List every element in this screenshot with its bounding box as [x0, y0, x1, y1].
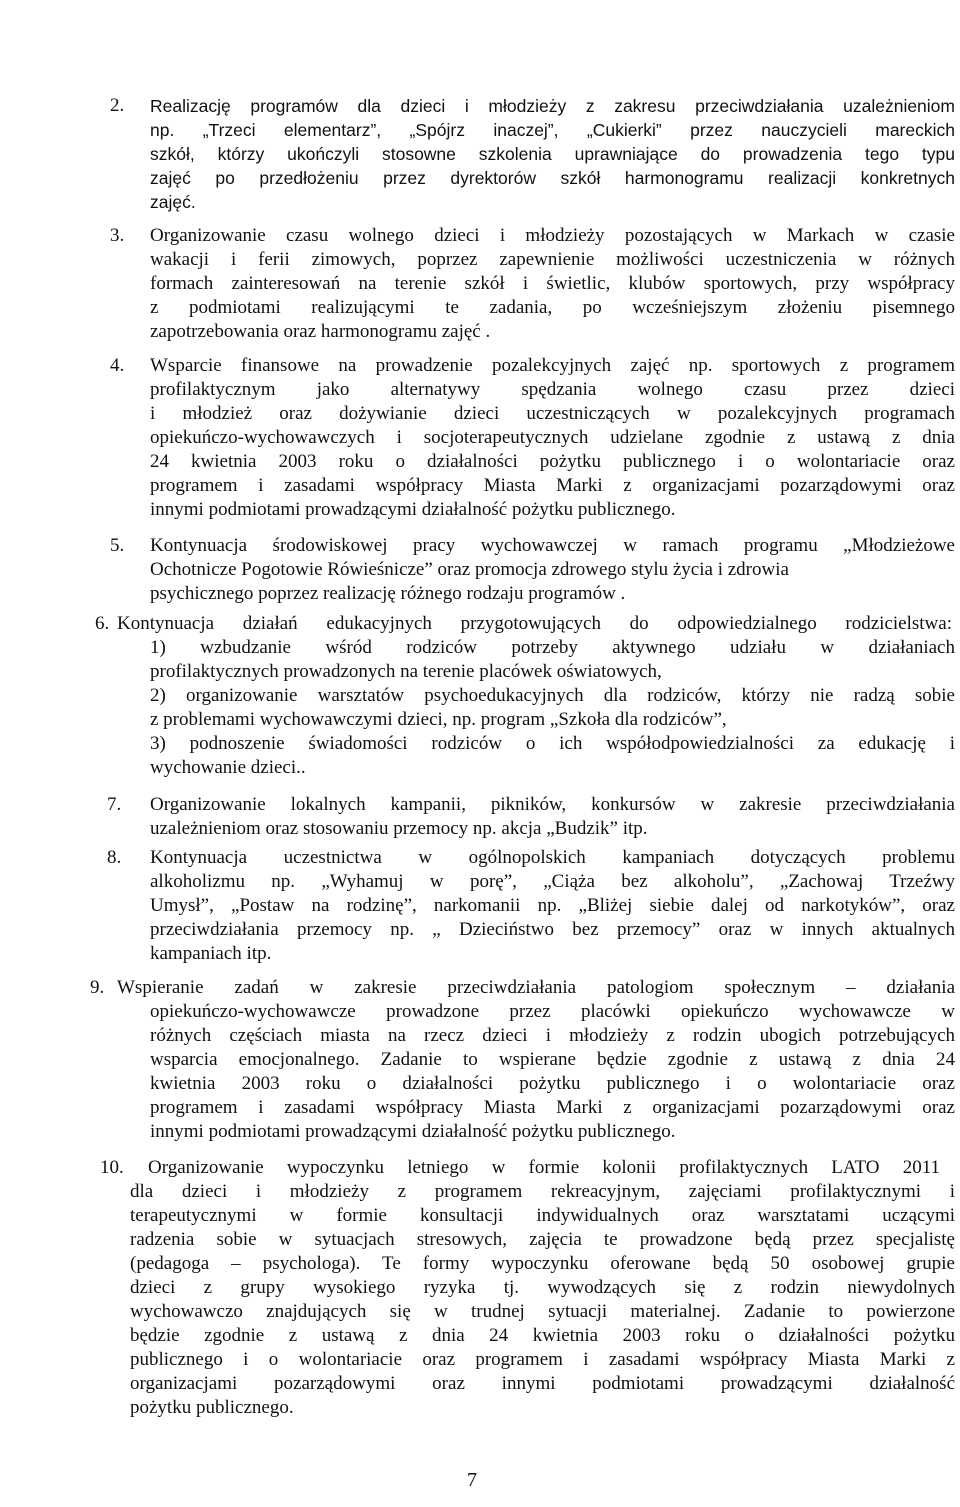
item-line: opiekuńczo-wychowawczych i socjoterapeutycznych udzielane zgodnie z ustawą z dnia	[150, 427, 955, 448]
item-number: 7.	[107, 794, 122, 815]
item-line: Kontynuacja środowiskowej pracy wychowawczej w ramach programu „Młodzieżowe	[150, 535, 955, 556]
item-line: formach zainteresowań na terenie szkół i świetlic, klubów sportowych, przy współpracy	[150, 273, 955, 294]
item-line: 24 kwietnia 2003 roku o działalności pożytku publicznego i o wolontariacie oraz	[150, 451, 955, 472]
item-line: kwietnia 2003 roku o działalności pożytku publicznego i o wolontariacie oraz	[150, 1073, 955, 1094]
item-line: Kontynuacja uczestnictwa w ogólnopolskich kampaniach dotyczących problemu	[150, 847, 955, 868]
item-line: uzależnieniom oraz stosowaniu przemocy np. akcja „Budzik” itp.	[150, 818, 648, 839]
item-line: dla dzieci i młodzieży z programem rekreacyjnym, zajęciami profilaktycznymi i	[130, 1181, 955, 1202]
item-line: 2) organizowanie warsztatów psychoedukacyjnych dla rodziców, którzy nie radzą sobie	[150, 685, 955, 706]
item-line: Umysł”, „Postaw na rodzinę”, narkomanii np. „Bliżej siebie dalej od narkotyków”, oraz	[150, 895, 955, 916]
item-line: 3) podnoszenie świadomości rodziców o ich współodpowiedzialności za edukację i	[150, 733, 955, 754]
item-line: wakacji i ferii zimowych, poprzez zapewnienie możliwości uczestniczenia w różnych	[150, 249, 955, 270]
item-line: radzenia sobie w sytuacjach stresowych, zajęcia te prowadzone będą przez specjalistę	[130, 1229, 955, 1250]
item-number: 8.	[107, 847, 122, 868]
item-number: 10.	[100, 1157, 124, 1178]
item-line: Organizowanie wypoczynku letniego w formie kolonii profilaktycznych LATO 2011	[148, 1157, 940, 1178]
item-number: 5.	[110, 535, 125, 556]
item-line: programem i zasadami współpracy Miasta Marki z organizacjami pozarządowymi oraz	[150, 1097, 955, 1118]
page-number: 7	[467, 1469, 477, 1491]
item-line: innymi podmiotami prowadzącymi działalność pożytku publicznego.	[150, 1121, 676, 1142]
item-line: Wspieranie zadań w zakresie przeciwdziałania patologiom społecznym – działania	[117, 977, 955, 998]
item-line: przeciwdziałania przemocy np. „ Dzieciństwo bez przemocy” oraz w innych aktualnych	[150, 919, 955, 940]
item-line: Organizowanie czasu wolnego dzieci i młodzieży pozostających w Markach w czasie	[150, 225, 955, 246]
item-line: wychowanie dzieci..	[150, 757, 306, 778]
item-line: psychicznego poprzez realizację różnego rodzaju programów .	[150, 583, 626, 604]
item-number: 9.	[90, 977, 105, 998]
item-line: zajęć po przedłożeniu przez dyrektorów szkół harmonogramu realizacji konkretnych	[150, 168, 955, 188]
item-line: publicznego i o wolontariacie oraz programem i zasadami współpracy Miasta Marki z	[130, 1349, 955, 1370]
item-line: organizacjami pozarządowymi oraz innymi podmiotami prowadzącymi działalność	[130, 1373, 955, 1394]
item-line: programem i zasadami współpracy Miasta Marki z organizacjami pozarządowymi oraz	[150, 475, 955, 496]
item-line: Realizację programów dla dzieci i młodzieży z zakresu przeciwdziałania uzależnieniom	[150, 96, 955, 116]
item-line: profilaktycznych prowadzonych na terenie placówek oświatowych,	[150, 661, 662, 682]
item-line: kampaniach itp.	[150, 943, 272, 964]
item-line: opiekuńczo-wychowawcze prowadzone przez placówki opiekuńczo wychowawcze w	[150, 1001, 955, 1022]
item-line: zapotrzebowania oraz harmonogramu zajęć .	[150, 321, 491, 342]
item-line: i młodzież oraz dożywianie dzieci uczestniczących w pozalekcyjnych programach	[150, 403, 955, 424]
item-line: profilaktycznym jako alternatywy spędzania wolnego czasu przez dzieci	[150, 379, 955, 400]
item-line: Kontynuacja działań edukacyjnych przygotowujących do odpowiedzialnego rodzicielstwa:	[117, 613, 952, 634]
item-line: zajęć.	[150, 192, 196, 212]
item-line: alkoholizmu np. „Wyhamuj w porę”, „Ciąża bez alkoholu”, „Zachowaj Trzeźwy	[150, 871, 955, 892]
item-line: Organizowanie lokalnych kampanii, pikników, konkursów w zakresie przeciwdziałania	[150, 794, 955, 815]
item-line: 1) wzbudzanie wśród rodziców potrzeby aktywnego udziału w działaniach	[150, 637, 955, 658]
item-line: dzieci z grupy wysokiego ryzyka tj. wywodzących się z rodzin niewydolnych	[130, 1277, 955, 1298]
item-number: 4.	[110, 355, 125, 376]
item-number: 6.	[95, 613, 110, 634]
item-line: z podmiotami realizującymi te zadania, po wcześniejszym złożeniu pisemnego	[150, 297, 955, 318]
item-line: Wsparcie finansowe na prowadzenie pozalekcyjnych zajęć np. sportowych z programem	[150, 355, 955, 376]
item-line: (pedagoga – psychologa). Te formy wypoczynku oferowane będą 50 osobowej grupie	[130, 1253, 955, 1274]
item-line: pożytku publicznego.	[130, 1397, 294, 1418]
item-line: wychowawczo znajdujących się w trudnej sytuacji materialnej. Zadanie to powierzone	[130, 1301, 955, 1322]
item-line: szkół, którzy ukończyli stosowne szkolenia uprawniające do prowadzenia tego typu	[150, 144, 955, 164]
item-line: będzie zgodnie z ustawą z dnia 24 kwietnia 2003 roku o działalności pożytku	[130, 1325, 955, 1346]
item-line: wsparcia emocjonalnego. Zadanie to wspierane będzie zgodnie z ustawą z dnia 24	[150, 1049, 955, 1070]
item-line: terapeutycznymi w formie konsultacji indywidualnych oraz warsztatami uczącymi	[130, 1205, 955, 1226]
item-line: różnych częściach miasta na rzecz dzieci i młodzieży z rodzin ubogich potrzebujących	[150, 1025, 955, 1046]
item-line: z problemami wychowawczymi dzieci, np. program „Szkoła dla rodziców”,	[150, 709, 727, 730]
item-number: 3.	[110, 225, 125, 246]
item-line: Ochotnicze Pogotowie Rówieśnicze” oraz promocja zdrowego stylu życia i zdrowia	[150, 559, 789, 580]
item-line: np. „Trzeci elementarz”, „Spójrz inaczej”, „Cukierki” przez nauczycieli mareckich	[150, 120, 955, 140]
item-number: 2.	[110, 95, 125, 116]
item-line: innymi podmiotami prowadzącymi działalność pożytku publicznego.	[150, 499, 676, 520]
